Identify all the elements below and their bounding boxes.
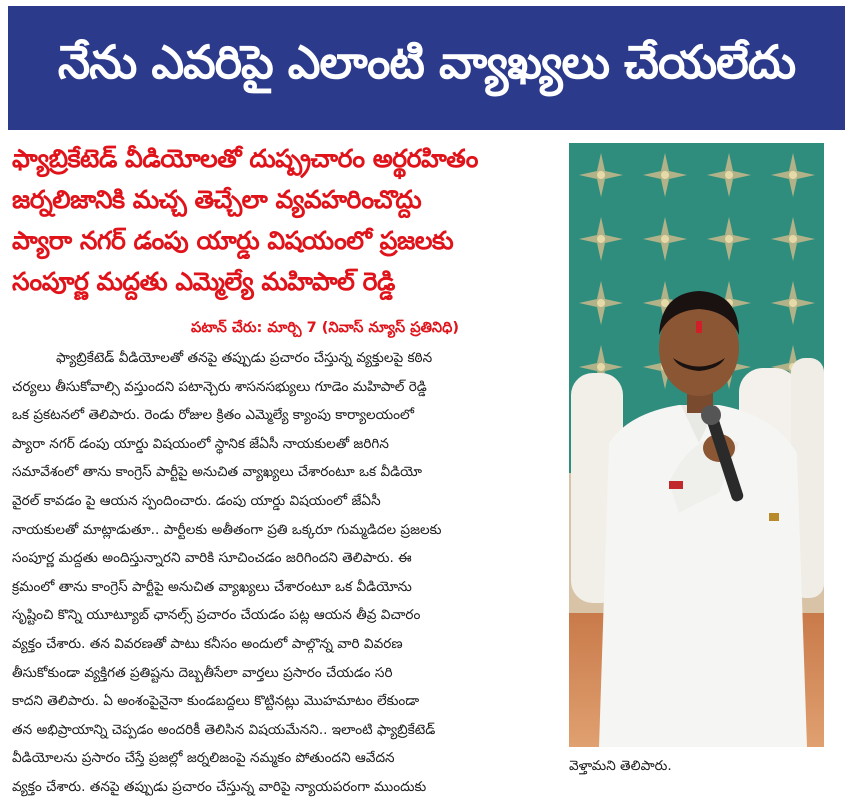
body-line: సమావేశంలో తాను కాంగ్రెస్ పార్టీపై అనుచిత వ్యాఖ్యలు చేశారంటూ ఒక వీడియో	[12, 464, 423, 481]
body-line: సృష్టించి కొన్ని యూట్యూబ్ ఛానల్స్ ప్రచారం చేయడం పట్ల ఆయన తీవ్ర విచారం	[12, 607, 421, 624]
body-line: నాయకులతో మాట్లాడుతూ.. పార్టీలకు అతీతంగా ప్రతి ఒక్కరూ గుమ్మడిదల ప్రజలకు	[12, 521, 442, 538]
body-line: చర్యలు తీసుకోవాల్సి వస్తుందని పటాన్చెరు శాసనసభ్యులు గూడెం మహిపాల్ రెడ్డి	[12, 378, 427, 395]
wrist-watch	[769, 513, 779, 521]
subheadline-3: ప్యారా నగర్ డంపు యార్డు విషయంలో ప్రజలకు	[12, 226, 454, 255]
body-line: ఫ్యాబ్రికేటెడ్ వీడియోలతో తనపై తప్పుడు ప్రచారం చేస్తున్న వ్యక్తులపై కఠిన	[56, 350, 433, 366]
subheadline-block	[12, 138, 560, 302]
body-line: వైరల్ కావడం పై ఆయన స్పందించారు. డంపు యార్డు విషయంలో జేఏసీ	[12, 492, 381, 509]
mla-photo	[569, 143, 824, 747]
wrist-thread	[669, 481, 683, 489]
body-line: వ్యక్తం చేశారు. తన వివరణతో పాటు కనీసం అందులో పాల్గొన్న వారి వివరణ	[12, 635, 403, 652]
microphone-head	[701, 405, 721, 425]
body-line: క్రమంలో తాను కాంగ్రెస్ పార్టీపై అనుచిత వ్యాఖ్యలు చేశారంటూ ఒక వీడియోను	[12, 578, 412, 595]
body-line: ఒక ప్రకటనలో తెలిపారు. రెండు రోజుల క్రితం ఎమ్మెల్యే క్యాంపు కార్యాలయంలో	[12, 407, 415, 424]
headline: నేను ఎవరిపై ఎలాంటి వ్యాఖ్యలు చేయలేదు	[57, 35, 796, 89]
subheadline-2: జర్నలిజానికి మచ్చ తెచ్చేలా వ్యవహరించొద్దు	[12, 185, 422, 214]
body-line: వీడియోలను ప్రసారం చేస్తే ప్రజల్లో జర్నలిజంపై నమ్మకం పోతుందని ఆవేదన	[12, 750, 395, 767]
mla-speaking-illustration	[569, 143, 824, 747]
subheadline-1: ఫ్యాబ్రికేటెడ్ వీడియోలతో దుష్ప్రచారం అర్థరహితం	[12, 144, 478, 173]
photo-caption: వెళ్తామని తెలిపారు.	[569, 758, 672, 774]
dateline: పటాన్ చేరు: మార్చి 7 (నివాస్ న్యూస్ ప్రతినిధి)	[191, 320, 459, 336]
article-body	[12, 344, 556, 802]
body-line: వ్యక్తం చేశారు. తనపై తప్పుడు ప్రచారం చేస్తున్న వారిపై న్యాయపరంగా ముందుకు	[12, 778, 427, 795]
body-line: ప్యారా నగర్ డంపు యార్డు విషయంలో స్థానిక జేఏసీ నాయకులతో జరిగిన	[12, 435, 389, 452]
headline-banner	[8, 6, 845, 130]
body-line: తన అభిప్రాయాన్ని చెప్పడం అందరికీ తెలిసిన విషయమేనని.. ఇలాంటి ఫ్యాబ్రికేటెడ్	[12, 721, 436, 738]
body-line: తీసుకోకుండా వ్యక్తిగత ప్రతిష్టను దెబ్బతీసేలా వార్తలు ప్రసారం చేయడం సరి	[12, 664, 393, 681]
subheadline-4: సంపూర్ణ మద్దతు ఎమ్మెల్యే మహిపాల్ రెడ్డి	[12, 267, 395, 296]
body-line: కాదని తెలిపారు. ఏ అంశంపైనైనా కుండబద్దలు కొట్టినట్లు మొహమాటం లేకుండా	[12, 693, 420, 710]
tilak	[696, 321, 702, 333]
body-line: సంపూర్ణ మద్దతు అందిస్తున్నారని వారికి సూచించడం జరిగిందని తెలిపారు. ఈ	[12, 550, 412, 567]
